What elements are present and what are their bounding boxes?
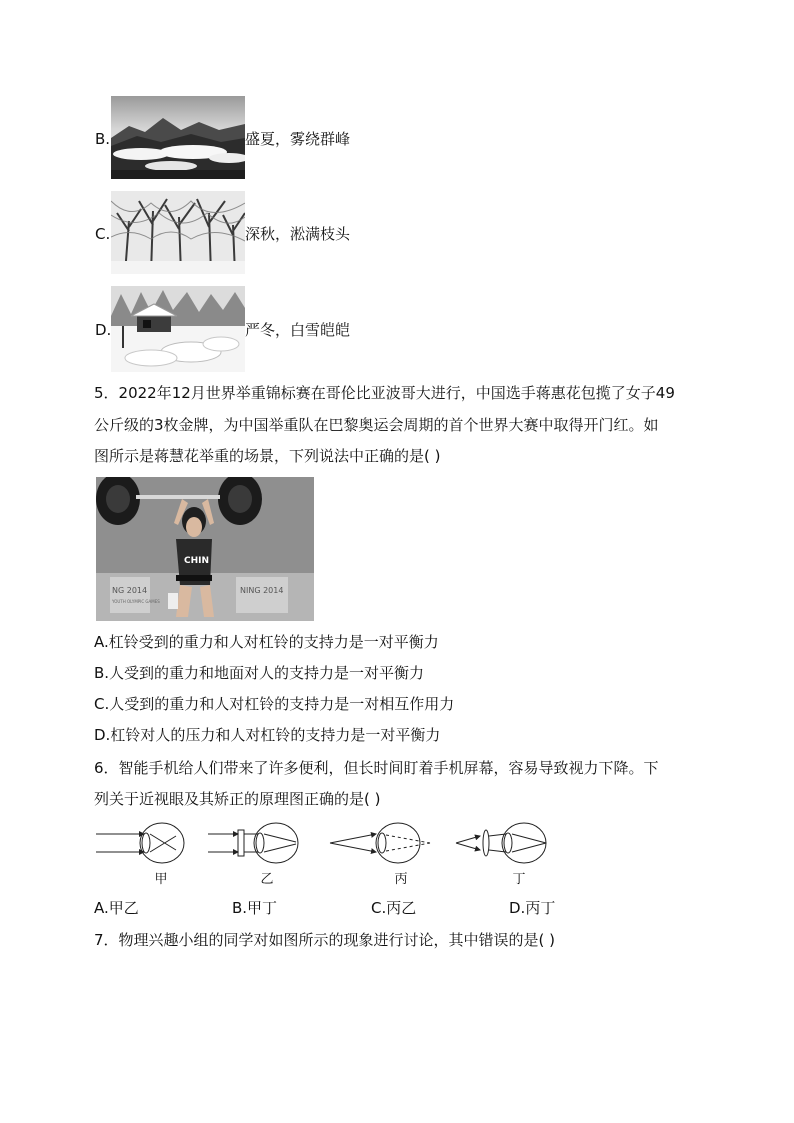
q5-option-b: B.人受到的重力和地面对人的支持力是一对平衡力 <box>94 664 425 682</box>
q5-stem-line2: 公斤级的3枚金牌，为中国举重队在巴黎奥运会周期的首个世界大赛中取得开门红。如 <box>94 416 659 434</box>
q5-option-d: D.杠铃对人的压力和人对杠铃的支持力是一对平衡力 <box>94 726 441 744</box>
weightlifter-photo <box>96 477 314 621</box>
figure-label-ding: 丁 <box>512 872 526 887</box>
figure-label-bing: 丙 <box>394 872 408 887</box>
q5-stem-line1: 5．2022年12月世界举重锦标赛在哥伦比亚波哥大进行，中国选手蒋惠花包揽了女子49 <box>94 384 675 402</box>
q7-stem-line1: 7．物理兴趣小组的同学对如图所示的现象进行讨论，其中错误的是( ) <box>94 931 556 949</box>
q6-stem-line1: 6．智能手机给人们带来了许多便利，但长时间盯着手机屏幕，容易导致视力下降。下 <box>94 759 659 777</box>
q5-option-c: C.人受到的重力和人对杠铃的支持力是一对相互作用力 <box>94 695 455 713</box>
mountain-fog-photo <box>111 96 245 179</box>
frosted-trees-photo <box>111 191 245 274</box>
eye-diagram-jia <box>96 823 184 863</box>
option-b-letter: B. <box>95 130 111 148</box>
q5-option-a: A.杠铃受到的重力和人对杠铃的支持力是一对平衡力 <box>94 633 439 651</box>
banner-right-text: NING 2014 <box>240 586 284 595</box>
figure-label-yi: 乙 <box>260 872 274 887</box>
q6-option-d: D.丙丁 <box>509 899 556 917</box>
q6-option-c: C.丙乙 <box>371 899 417 917</box>
eye-diagram-ding <box>456 823 546 863</box>
option-c-letter: C. <box>95 225 111 243</box>
q6-stem-line2: 列关于近视眼及其矫正的原理图正确的是( ) <box>94 790 381 808</box>
option-d-caption: 严冬，白雪皑皑 <box>245 321 351 339</box>
banner-sub-text: YOUTH OLYMPIC GAMES <box>112 599 160 604</box>
eye-diagrams-svg <box>94 820 554 870</box>
banner-left-text: NG 2014 <box>112 586 148 595</box>
q5-stem-line3: 图所示是蒋慧花举重的场景，下列说法中正确的是( ) <box>94 447 441 465</box>
snow-cabin-photo <box>111 286 245 372</box>
q6-option-b: B.甲丁 <box>232 899 278 917</box>
eye-diagrams-figure <box>94 820 554 892</box>
figure-label-jia: 甲 <box>154 872 168 887</box>
eye-diagram-bing <box>330 823 430 863</box>
option-d-letter: D. <box>95 321 112 339</box>
option-c-caption: 深秋，淞满枝头 <box>245 225 351 243</box>
jersey-text: CHIN <box>184 556 210 566</box>
option-b-caption: 盛夏，雾绕群峰 <box>245 130 351 148</box>
eye-diagram-yi <box>208 823 298 863</box>
q6-option-a: A.甲乙 <box>94 899 139 917</box>
